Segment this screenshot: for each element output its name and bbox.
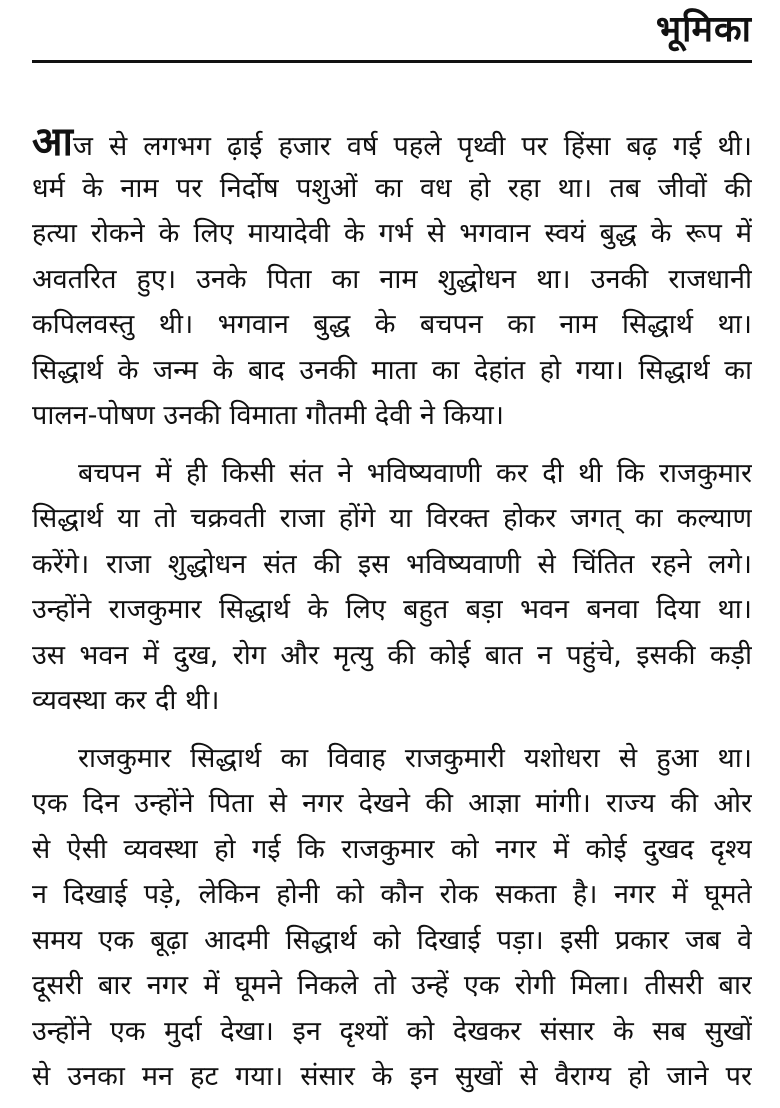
text-line: उन्होंने एक मुर्दा देखा। इन दृश्यों को देखकर संसार के सब सुखों: [32, 1015, 752, 1047]
text-line: समय एक बूढ़ा आदमी सिद्धार्थ को दिखाई पड़ा। इसी प्रकार जब वे: [32, 924, 752, 956]
page-header: [32, 0, 752, 64]
text-line: से ऐसी व्यवस्था हो गई कि राजकुमार को नगर में कोई दुखद दृश्य: [32, 833, 752, 865]
body-text: [32, 120, 752, 1100]
text-line: सिद्धार्थ के जन्म के बाद उनकी माता का देहांत हो गया। सिद्धार्थ का: [32, 354, 752, 386]
text-line: पालन-पोषण उनकी विमाता गौतमी देवी ने किया।: [32, 400, 505, 431]
text-line: सिद्धार्थ या तो चक्रवती राजा होंगे या विरक्त होकर जगत् का कल्याण: [32, 503, 752, 534]
section-title: भूमिका: [655, 9, 752, 50]
text-line: से उनका मन हट गया। संसार के इन सुखों से वैराग्य हो जाने पर: [32, 1061, 752, 1092]
text-line-content: ज से लगभग ढ़ाई हजार वर्ष पहले पृथ्वी पर हिंसा बढ़ गई थी।: [72, 131, 752, 162]
text-line: धर्म के नाम पर निर्दोष पशुओं का वध हो रहा था। तब जीवों की: [32, 172, 752, 204]
paragraph-1: [32, 120, 752, 439]
text-line: राजकुमार सिद्धार्थ का विवाह राजकुमारी यशोधरा से हुआ था।: [78, 742, 752, 774]
text-line: एक दिन उन्होंने पिता से नगर देखने की आज्ञा मांगी। राज्य की ओर: [32, 788, 752, 819]
text-line: अवतरित हुए। उनके पिता का नाम शुद्धोधन था। उनकी राजधानी: [32, 263, 752, 295]
drop-cap: आ: [32, 120, 73, 165]
paragraph-2: [32, 451, 752, 724]
paragraph-3: [32, 736, 752, 1100]
text-line: हत्या रोकने के लिए मायादेवी के गर्भ से भगवान स्वयं बुद्ध के रूप में: [32, 218, 752, 249]
text-line: कपिलवस्तु थी। भगवान बुद्ध के बचपन का नाम सिद्धार्थ था।: [32, 309, 752, 340]
text-line: [32, 120, 752, 166]
text-line: व्यवस्था कर दी थी।: [32, 685, 220, 716]
text-line: उस भवन में दुख, रोग और मृत्यु की कोई बात न पहुंचे, इसकी कड़ी: [32, 639, 752, 671]
text-line: बचपन में ही किसी संत ने भविष्यवाणी कर दी थी कि राजकुमार: [78, 457, 752, 489]
text-line: न दिखाई पड़े, लेकिन होनी को कौन रोक सकता है। नगर में घूमते: [32, 879, 752, 910]
text-line: उन्होंने राजकुमार सिद्धार्थ के लिए बहुत बड़ा भवन बनवा दिया था।: [32, 594, 752, 625]
header-rule: [32, 60, 752, 63]
text-line: करेंगे। राजा शुद्धोधन संत की इस भविष्यवाणी से चिंतित रहने लगे।: [32, 548, 752, 580]
text-line: दूसरी बार नगर में घूमने निकले तो उन्हें एक रोगी मिला। तीसरी बार: [32, 970, 752, 1001]
